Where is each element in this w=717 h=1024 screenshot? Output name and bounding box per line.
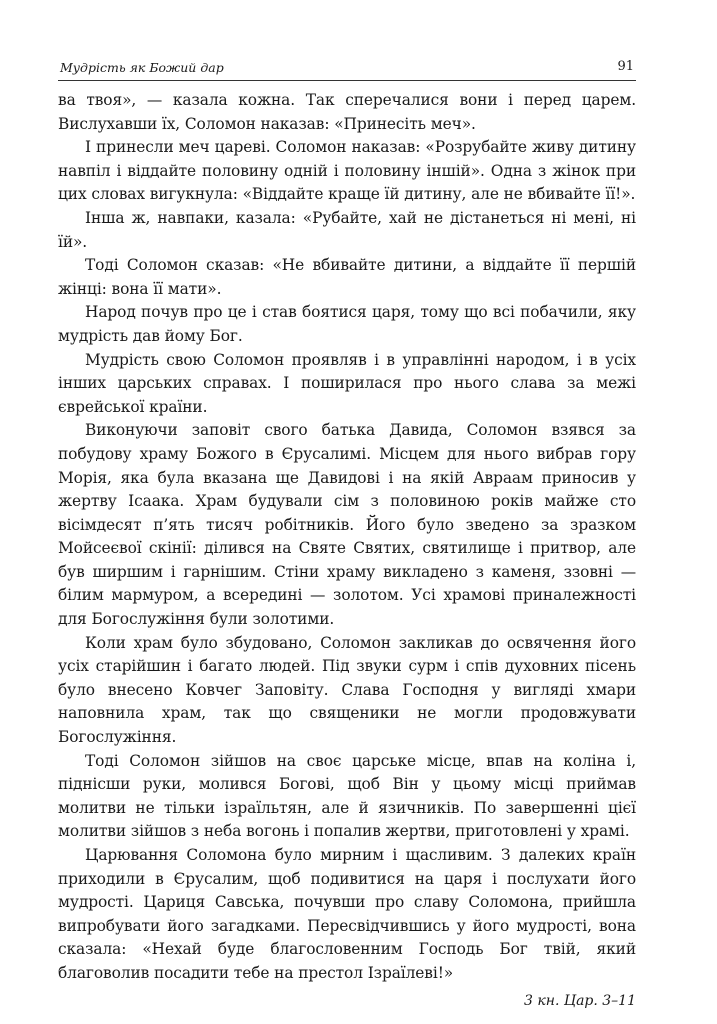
source-reference: 3 кн. Цар. 3–11 bbox=[524, 992, 636, 1009]
paragraph: Коли храм було збудовано, Соломон закликав до освячення його усіх старійшин і багато людей. Під звуки сурм і спів духовних пісень було внесено Ковчег Заповіту. Слава Господня у вигляді хмари наповнила храм, так що священики не могли продовжувати Богослужіння. bbox=[58, 633, 636, 747]
paragraph: Виконуючи заповіт свого батька Давида, Соломон взявся за побудову храму Божого в Єрусалимі. Місцем для нього вибрав гору Морія, яка була вказана ще Давидові і на якій Авраам приносив у жертву Ісаака. Храм будували сім з половиною років майже сто вісімдесят п’ять тисяч робітників. Його було зведено за зразком Мойсеєвої скінії: ділився на Святе Святих, святилище і притвор, але був ширшим і гарнішим. Стіни храму викладено з каменя, ззовні — білим мармуром, а всередині — золотом. Усі храмові приналежності для Богослужіння були золотими. bbox=[58, 421, 636, 629]
page-number: 91 bbox=[617, 59, 634, 74]
paragraph: І принесли меч цареві. Соломон наказав: «Розрубайте живу дитину навпіл і віддайте половину одній і половину іншій». Одна з жінок при цих словах вигукнула: «Віддайте краще їй дитину, але не вбивайте її!». bbox=[58, 138, 636, 204]
paragraph: Царювання Соломона було мирним і щасливим. З далеких країн приходили в Єрусалим, щоб подивитися на царя і послухати його мудрості. Цариця Савська, почувши про славу Соломона, прийшла випробувати його загадками. Пересвідчившись у його мудрості, вона сказала: «Нехай буде благословенним Господь Бог твій, який благоволив посадити тебе на престол Ізраїлеві!» bbox=[58, 846, 636, 982]
paragraph: Інша ж, навпаки, казала: «Рубайте, хай не дістанеться ні мені, ні їй». bbox=[58, 208, 636, 251]
body-text bbox=[58, 89, 636, 986]
paragraph: ва твоя», — казала кожна. Так сперечалися вони і перед царем. Вислухавши їх, Соломон наказав: «Принесіть меч». bbox=[58, 91, 636, 133]
paragraph: Тоді Соломон сказав: «Не вбивайте дитини, а віддайте її першій жінці: вона її мати». bbox=[58, 256, 636, 298]
page-header bbox=[58, 56, 636, 81]
paragraph: Мудрість свою Соломон проявляв і в управлінні народом, і в усіх інших царських справах. І поширилася про нього слава за межі єврейської країни. bbox=[58, 350, 636, 416]
running-title: Мудрість як Божий дар bbox=[60, 60, 224, 75]
paragraph: Тоді Соломон зійшов на своє царське місце, впав на коліна і, піднісши руки, молився Богові, щоб Він у цьому місці приймав молитви не тільки ізраїльтян, але й язичників. По завершенні цієї молитви зійшов з неба вогонь і попалив жертви, приготовлені у храмі. bbox=[58, 751, 636, 841]
paragraph: Народ почув про це і став боятися царя, тому що всі побачили, яку мудрість дав йому Бог. bbox=[58, 303, 636, 345]
page bbox=[58, 56, 636, 1012]
